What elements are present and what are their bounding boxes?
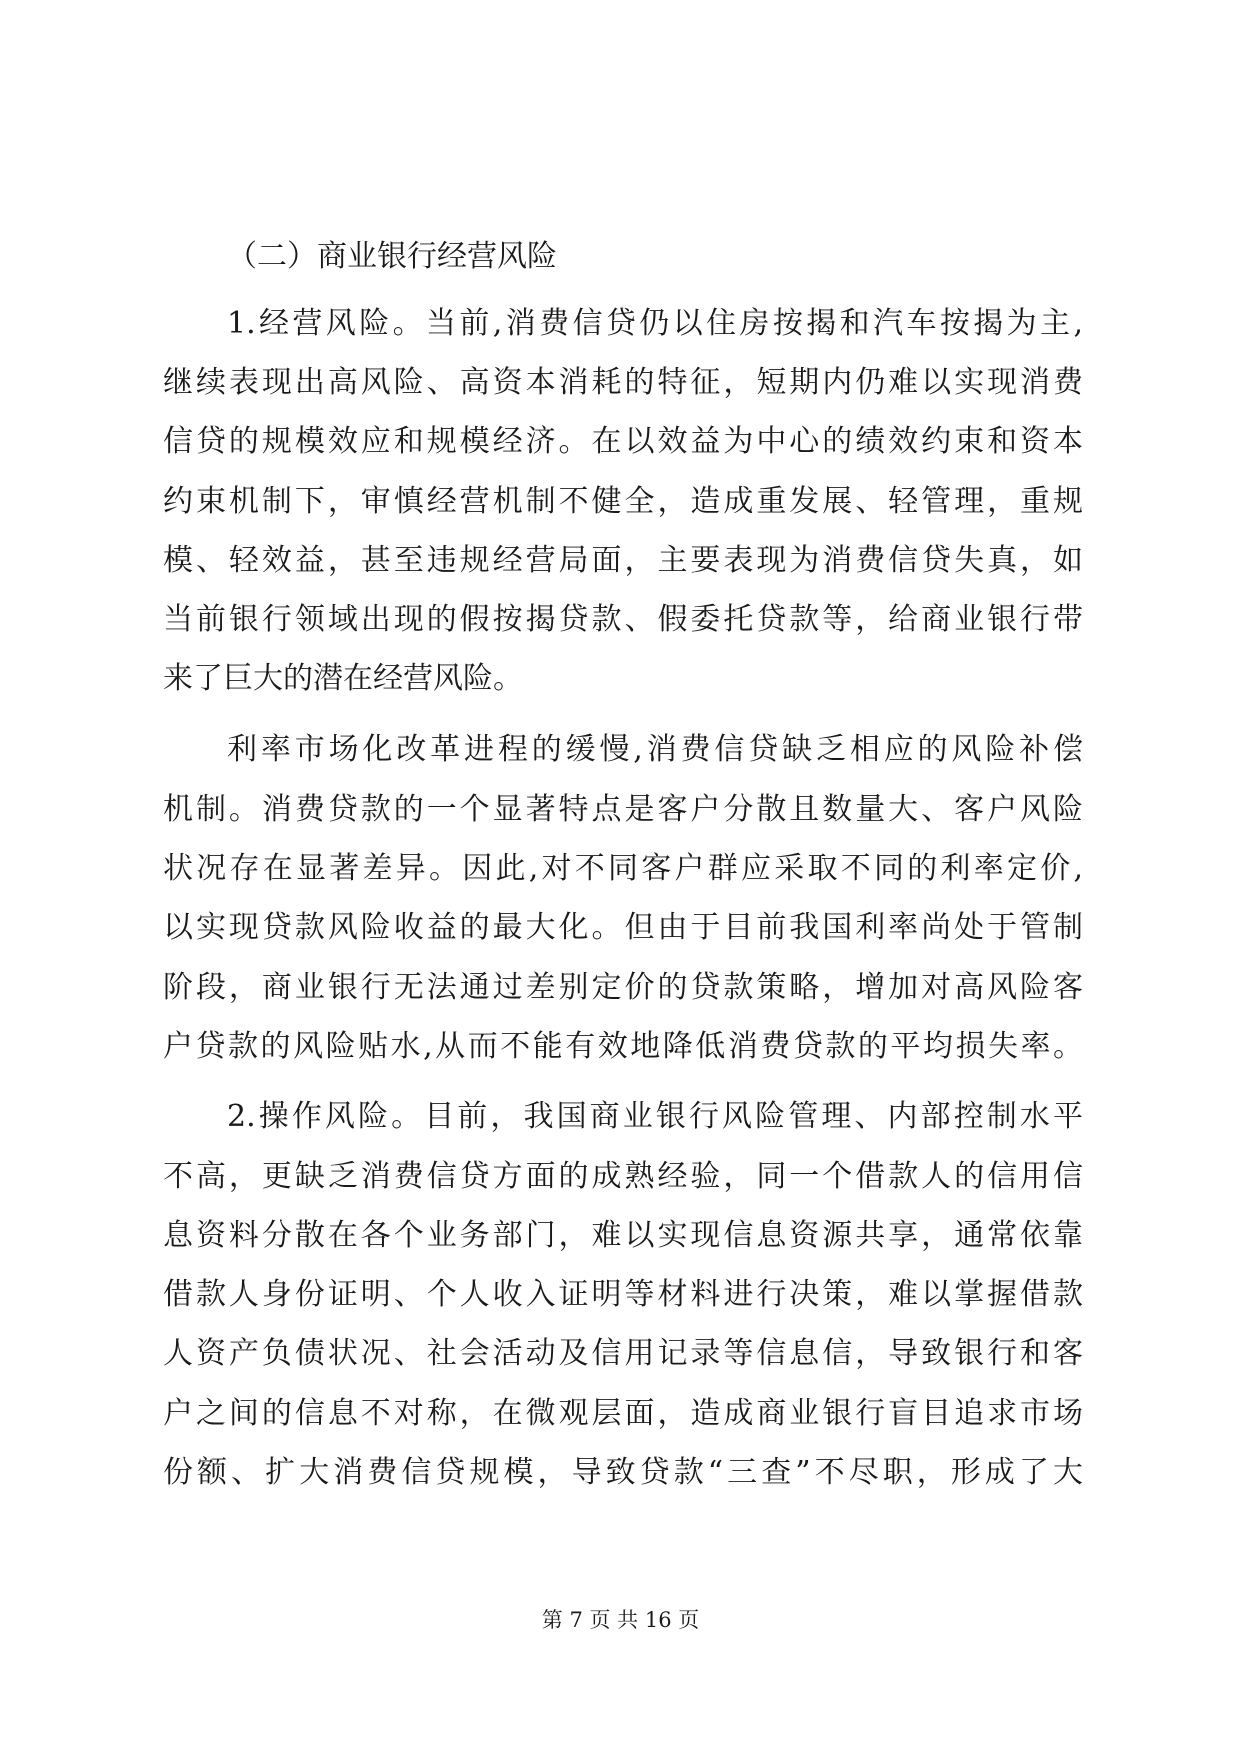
text-line: 状况存在显著差异。因此,对不同客户群应采取不同的利率定价, <box>163 851 1083 886</box>
text-line: 模、轻效益，甚至违规经营局面，主要表现为消费信贷失真，如 <box>163 543 1083 578</box>
text-line: 当前银行领域出现的假按揭贷款、假委托贷款等，给商业银行带 <box>163 602 1083 637</box>
text-line: 利率市场化改革进程的缓慢,消费信贷缺乏相应的风险补偿 <box>227 732 1083 767</box>
text-line: 不高，更缺乏消费信贷方面的成熟经验，同一个借款人的信用信 <box>163 1159 1083 1194</box>
text-line: 户之间的信息不对称，在微观层面，造成商业银行盲目追求市场 <box>163 1396 1083 1431</box>
text-line: 借款人身份证明、个人收入证明等材料进行决策，难以掌握借款 <box>163 1277 1083 1312</box>
text-line: 机制。消费贷款的一个显著特点是客户分散且数量大、客户风险 <box>163 792 1083 827</box>
text-line: 信贷的规模效应和规模经济。在以效益为中心的绩效约束和资本 <box>163 424 1083 459</box>
text-line: 阶段，商业银行无法通过差别定价的贷款策略，增加对高风险客 <box>163 970 1083 1005</box>
text-line: 户贷款的风险贴水,从而不能有效地降低消费贷款的平均损失率。 <box>163 1029 1083 1064</box>
text-line: 1.经营风险。当前,消费信贷仍以住房按揭和汽车按揭为主, <box>227 306 1083 341</box>
text-line: 息资料分散在各个业务部门，难以实现信息资源共享，通常依靠 <box>163 1218 1083 1253</box>
text-line: 约束机制下，审慎经营机制不健全，造成重发展、轻管理，重规 <box>163 484 1083 519</box>
text-line: 人资产负债状况、社会活动及信用记录等信息信，导致银行和客 <box>163 1336 1083 1371</box>
section-heading: （二）商业银行经营风险 <box>227 239 557 274</box>
page-footer: 第 7 页 共 16 页 <box>541 1608 700 1632</box>
text-line: 份额、扩大消费信贷规模，导致贷款“三查”不尽职，形成了大 <box>163 1455 1083 1490</box>
text-line: 2.操作风险。目前，我国商业银行风险管理、内部控制水平 <box>227 1099 1083 1134</box>
text-line: 继续表现出高风险、高资本消耗的特征，短期内仍难以实现消费 <box>163 365 1083 400</box>
text-line: 以实现贷款风险收益的最大化。但由于目前我国利率尚处于管制 <box>163 910 1083 945</box>
text-line: 来了巨大的潜在经营风险。 <box>163 661 523 696</box>
